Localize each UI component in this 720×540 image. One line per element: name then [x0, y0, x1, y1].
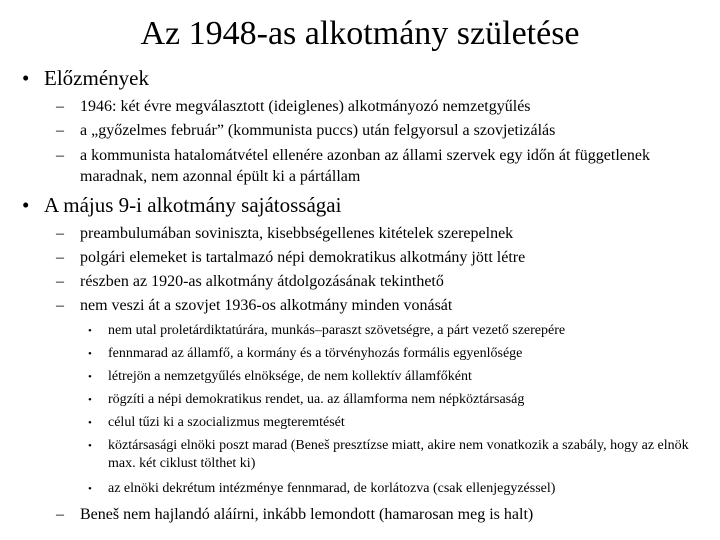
list-item: [56, 271, 696, 292]
list-item: [56, 247, 696, 268]
sub-list-item: [88, 414, 700, 432]
bullet-mark: •: [88, 348, 92, 360]
sub-list-item-text: köztársasági elnöki poszt marad (Beneš presztízse miatt, akire nem vonatkozik a szabály, hogy az elnök max. két ciklust tölthet ki): [108, 438, 689, 471]
list-item-text: preambulumában soviniszta, kisebbségellenes kitételek szerepelnek: [80, 225, 514, 242]
bullet-mark: •: [88, 417, 92, 429]
bullet-mark: •: [88, 371, 92, 383]
section-heading-text: Előzmények: [44, 66, 149, 90]
bullet-mark: •: [88, 325, 92, 337]
dash-mark: –: [56, 122, 64, 139]
sub-list-item-text: célul tűzi ki a szocializmus megteremtését: [108, 415, 345, 430]
sub-list-item: [88, 437, 700, 473]
sub-list-item-text: fennmarad az államfő, a kormány és a törvényhozás formális egyenlősége: [108, 346, 523, 361]
list-item-text: Beneš nem hajlandó aláírni, inkább lemondott (hamarosan meg is halt): [80, 506, 534, 523]
bullet-mark: •: [88, 394, 92, 406]
slide-title: Az 1948-as alkotmány születése: [140, 15, 580, 52]
list-item-text: polgári elemeket is tartalmazó népi demokratikus alkotmány jött létre: [80, 249, 526, 266]
sub-list-item: [88, 322, 700, 340]
sub-list-item-text: az elnöki dekrétum intézménye fennmarad, de korlátozva (csak ellenjegyzéssel): [108, 481, 556, 496]
sub-list-item: [88, 345, 700, 363]
list-item: [56, 223, 696, 244]
dash-mark: –: [56, 297, 64, 314]
sub-list-item-text: rögzíti a népi demokratikus rendet, ua. az államforma nem népköztársaság: [108, 392, 525, 407]
list-item: [56, 120, 696, 141]
sub-list-item-text: létrejön a nemzetgyűlés elnöksége, de nem kollektív államfőként: [108, 369, 472, 384]
sub-list-item: [88, 391, 700, 409]
list-item-text: a kommunista hatalomátvétel ellenére azonban az állami szervek egy időn át függetlenek maradnak, nem azonnal épült ki a pártállam: [80, 147, 650, 185]
list-item: [56, 145, 696, 187]
list-item: [56, 504, 696, 525]
list-item-text: részben az 1920-as alkotmány átdolgozásának tekinthető: [80, 273, 444, 290]
dash-mark: –: [56, 147, 64, 164]
bullet-mark: •: [88, 440, 92, 452]
bullet-mark: •: [88, 483, 92, 495]
sub-list-item: [88, 480, 700, 498]
bullet-mark: •: [22, 66, 30, 90]
section-heading-text: A május 9-i alkotmány sajátosságai: [44, 193, 342, 217]
bullet-mark: •: [22, 193, 30, 217]
dash-mark: –: [56, 249, 64, 266]
list-item-text: nem veszi át a szovjet 1936-os alkotmány minden vonását: [80, 297, 453, 314]
list-item-text: a „győzelmes február” (kommunista puccs) után felgyorsul a szovjetizálás: [80, 122, 556, 139]
sub-list-item: [88, 368, 700, 386]
section-heading-elozmenyek: [22, 66, 702, 90]
list-item: [56, 295, 696, 316]
dash-mark: –: [56, 506, 64, 523]
dash-mark: –: [56, 273, 64, 290]
list-item-text: 1946: két évre megválasztott (ideiglenes) alkotmányozó nemzetgyűlés: [80, 98, 531, 115]
sub-list-item-text: nem utal proletárdiktatúrára, munkás–paraszt szövetségre, a párt vezető szerepére: [108, 323, 566, 338]
list-item: [56, 96, 696, 117]
dash-mark: –: [56, 98, 64, 115]
section-heading-majus-9: [22, 193, 702, 217]
dash-mark: –: [56, 225, 64, 242]
